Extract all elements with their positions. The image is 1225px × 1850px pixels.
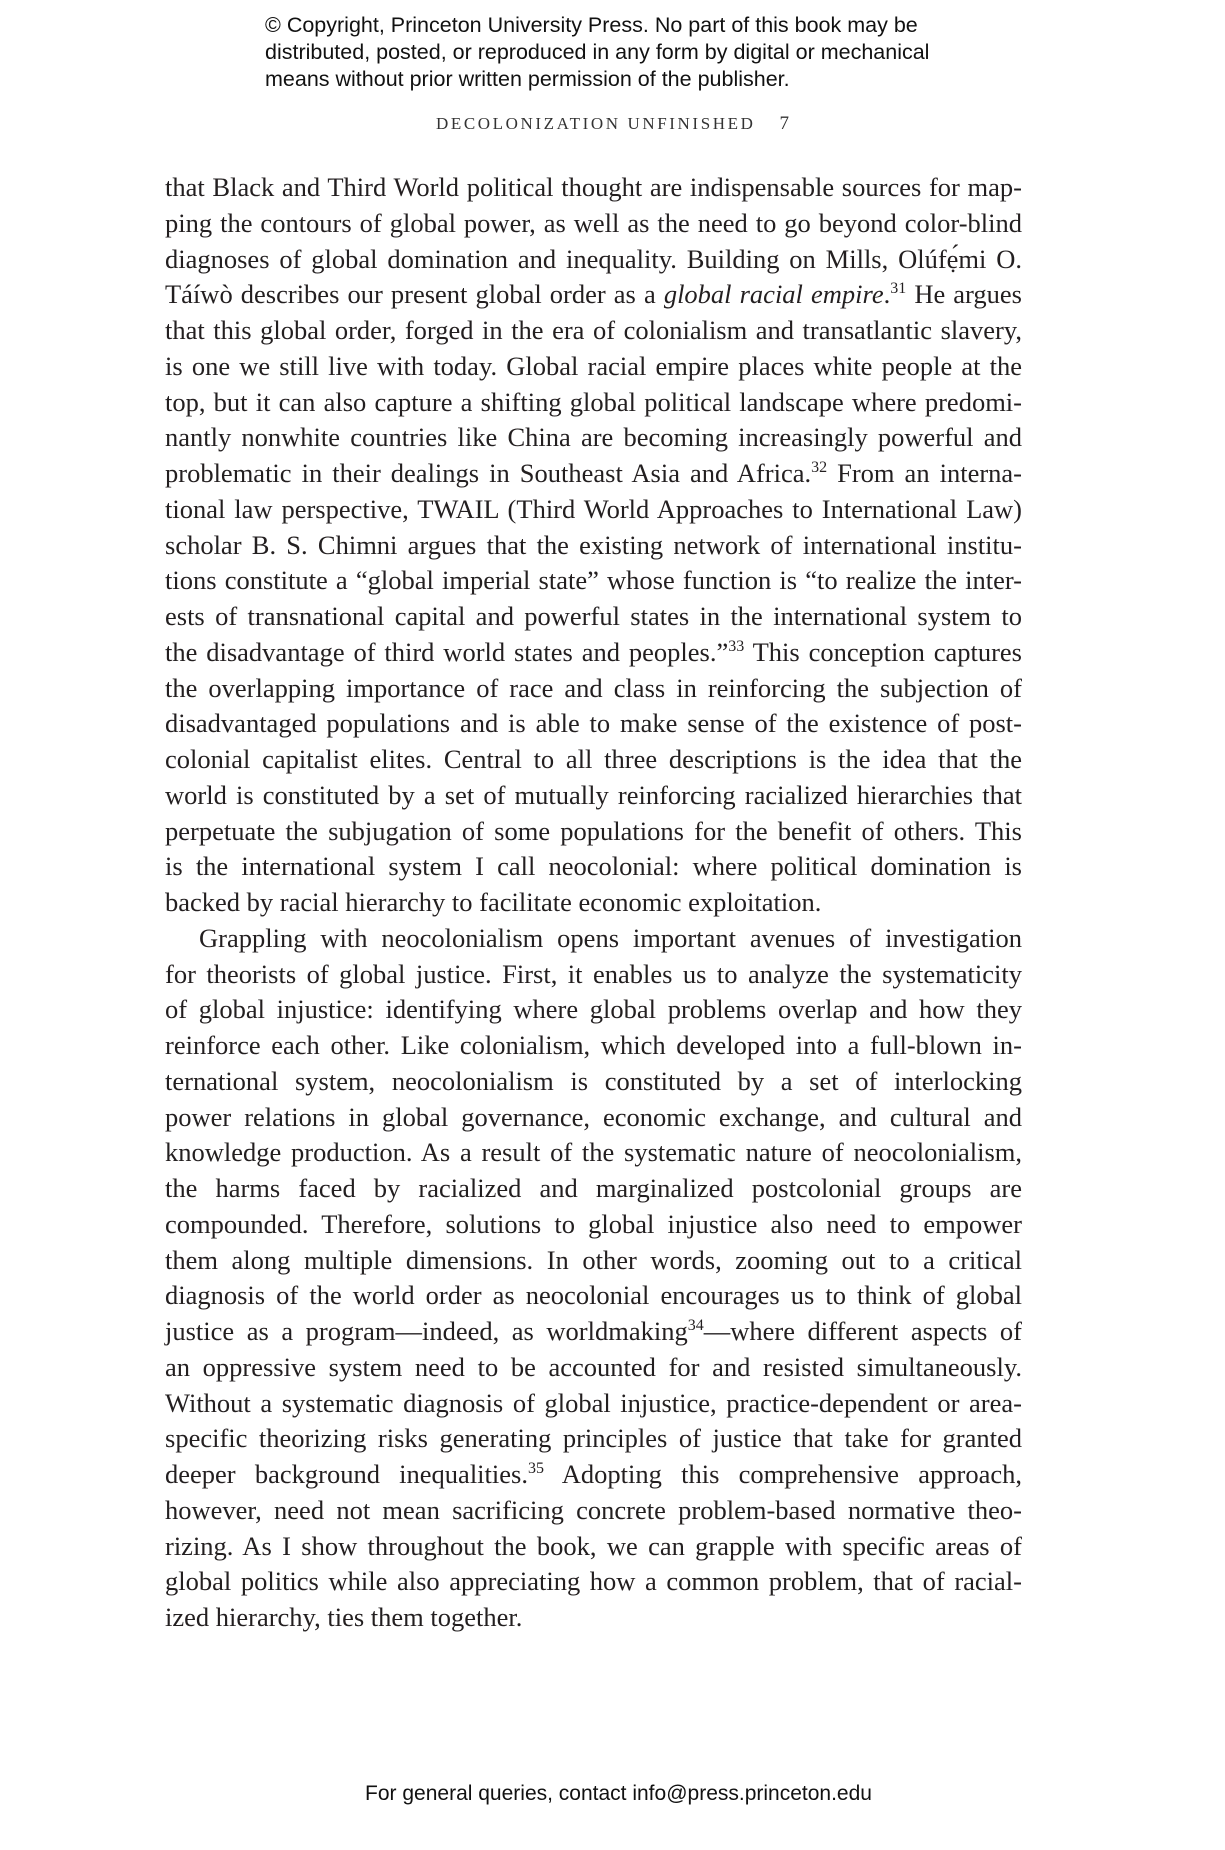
text-line (165, 706, 1022, 742)
text-run: the disadvantage of third world states and peoples.” (165, 636, 729, 667)
footnote-ref: 34 (687, 1317, 704, 1334)
text-run: tions constitute a “global imperial state” whose function is “to realize the inter- (165, 565, 1022, 596)
text-line (165, 885, 1022, 921)
text-line (165, 1314, 1022, 1350)
text-run: reinforce each other. Like colonialism, which developed into a full-blown in- (165, 1030, 1022, 1060)
text-run: ests of transnational capital and powerful states in the international system to (165, 601, 1022, 631)
text-line (165, 778, 1022, 814)
text-line (165, 170, 1022, 206)
text-run: colonial capitalist elites. Central to all three descriptions is the idea that the (165, 744, 1022, 774)
text-line (165, 1564, 1022, 1600)
text-run: disadvantaged populations and is able to make sense of the existence of post- (165, 708, 1022, 739)
text-run: knowledge production. As a result of the systematic nature of neocolonialism, (165, 1137, 1022, 1168)
text-run: is the international system I call neocolonial: where political domination is (165, 851, 1022, 882)
text-line (165, 1100, 1022, 1136)
text-run: that this global order, forged in the era of colonialism and transatlantic slavery, (165, 315, 1022, 345)
text-run: Táíwò describes our present global order as a (165, 279, 664, 310)
text-run: justice as a program—indeed, as worldmaking (165, 1316, 688, 1346)
text-run: ternational system, neocolonialism is constituted by a set of interlocking (165, 1065, 1022, 1096)
text-line (165, 349, 1022, 385)
text-line (165, 1493, 1022, 1529)
text-line (165, 528, 1022, 564)
text-line (165, 1064, 1022, 1100)
text-line (165, 1386, 1022, 1422)
text-run: specific theorizing risks generating principles of justice that take for granted (165, 1423, 1022, 1454)
footnote-ref: 33 (728, 637, 745, 655)
copyright-line: distributed, posted, or reproduced in any form by digital or mechanical (265, 40, 930, 64)
text-run: deeper background inequalities. (165, 1459, 528, 1489)
text-run: power relations in global governance, economic exchange, and cultural and (165, 1101, 1022, 1132)
text-run: rizing. As I show throughout the book, we can grapple with specific areas of (165, 1530, 1022, 1561)
text-line (165, 242, 1022, 278)
text-line (165, 563, 1022, 599)
body-text (165, 170, 1022, 1636)
text-line (165, 849, 1022, 885)
text-run: nantly nonwhite countries like China are becoming increasingly powerful and (165, 422, 1022, 453)
text-line (165, 1278, 1022, 1314)
text-run: —where different aspects of (703, 1316, 1022, 1346)
text-line (165, 599, 1022, 635)
text-run: that Black and Third World political thought are indispensable sources for map- (165, 172, 1022, 202)
footer-contact: For general queries, contact info@press.princeton.edu (365, 1782, 872, 1805)
footnote-ref: 32 (811, 459, 828, 476)
text-run: ized hierarchy, ties them together. (165, 1602, 523, 1632)
text-run: tional law perspective, TWAIL (Third World Approaches to International Law) (165, 493, 1022, 524)
text-run: the overlapping importance of race and class in reinforcing the subjection of (165, 672, 1022, 703)
copyright-line: means without prior written permission of the publisher. (265, 67, 790, 91)
text-run: world is constituted by a set of mutually reinforcing racialized hierarchies that (165, 779, 1022, 810)
text-line (165, 420, 1022, 456)
text-line (165, 957, 1022, 993)
copyright-notice (265, 12, 929, 93)
page-number: 7 (779, 113, 789, 134)
text-run: top, but it can also capture a shifting global political landscape where predomi- (165, 386, 1022, 417)
text-run: diagnosis of the world order as neocolonial encourages us to think of global (165, 1280, 1022, 1311)
text-line (165, 313, 1022, 349)
footnote-ref: 35 (527, 1460, 544, 1477)
text-run: This conception captures (744, 636, 1022, 667)
text-line (165, 1135, 1022, 1171)
text-run: He argues (906, 279, 1022, 310)
text-line (165, 1600, 1022, 1636)
text-run: backed by racial hierarchy to facilitate economic exploitation. (165, 887, 822, 917)
text-line (165, 1350, 1022, 1386)
text-line (165, 1243, 1022, 1279)
text-run: for theorists of global justice. First, it enables us to analyze the systematicity (165, 958, 1022, 989)
text-line (165, 742, 1022, 778)
paragraph (165, 170, 1022, 921)
text-line (165, 492, 1022, 528)
text-line (165, 1028, 1022, 1064)
text-run: Grappling with neocolonialism opens important avenues of investigation (199, 922, 1022, 953)
text-run: global politics while also appreciating how a common problem, that of racial- (165, 1566, 1022, 1597)
text-run: the harms faced by racialized and marginalized postcolonial groups are (165, 1173, 1022, 1203)
text-line (165, 992, 1022, 1028)
text-line (165, 1421, 1022, 1457)
text-run: ping the contours of global power, as well as the need to go beyond color-blind (165, 207, 1022, 238)
running-head (0, 113, 1225, 135)
text-run: diagnoses of global domination and inequality. Building on Mills, Olúfẹ́mi O. (165, 243, 1022, 274)
text-run: scholar B. S. Chimni argues that the existing network of international institu- (165, 529, 1022, 560)
paragraph (165, 921, 1022, 1636)
text-line (165, 635, 1022, 671)
text-line (165, 1207, 1022, 1243)
text-run: of global injustice: identifying where global problems overlap and how they (165, 994, 1022, 1025)
text-line (165, 277, 1022, 313)
footnote-ref: 31 (890, 280, 907, 298)
text-run: them along multiple dimensions. In other words, zooming out to a critical (165, 1244, 1022, 1275)
text-run: is one we still live with today. Global racial empire places white people at the (165, 350, 1022, 381)
text-run: however, need not mean sacrificing concrete problem-based normative theo- (165, 1494, 1022, 1525)
text-line (165, 1171, 1022, 1207)
text-line (165, 456, 1022, 492)
text-line (165, 814, 1022, 850)
running-head-title: DECOLONIZATION UNFINISHED (435, 114, 756, 133)
text-run: Without a systematic diagnosis of global injustice, practice-dependent or area- (165, 1387, 1022, 1418)
text-line (165, 1457, 1022, 1493)
text-run: an oppressive system need to be accounted for and resisted simultaneously. (165, 1351, 1022, 1382)
copyright-line: © Copyright, Princeton University Press. No part of this book may be (265, 13, 918, 37)
text-run: compounded. Therefore, solutions to global injustice also need to empower (165, 1208, 1022, 1239)
text-run: . (883, 279, 891, 310)
text-run: perpetuate the subjugation of some populations for the benefit of others. This (165, 815, 1022, 846)
text-line (165, 1529, 1022, 1565)
text-line (165, 921, 1022, 957)
text-run: problematic in their dealings in Southeast Asia and Africa. (165, 458, 812, 488)
italic-text: global racial empire (663, 279, 884, 310)
text-line (165, 206, 1022, 242)
text-line (165, 385, 1022, 421)
text-line (165, 671, 1022, 707)
text-run: Adopting this comprehensive approach, (543, 1459, 1022, 1489)
text-run: From an interna- (827, 458, 1022, 488)
